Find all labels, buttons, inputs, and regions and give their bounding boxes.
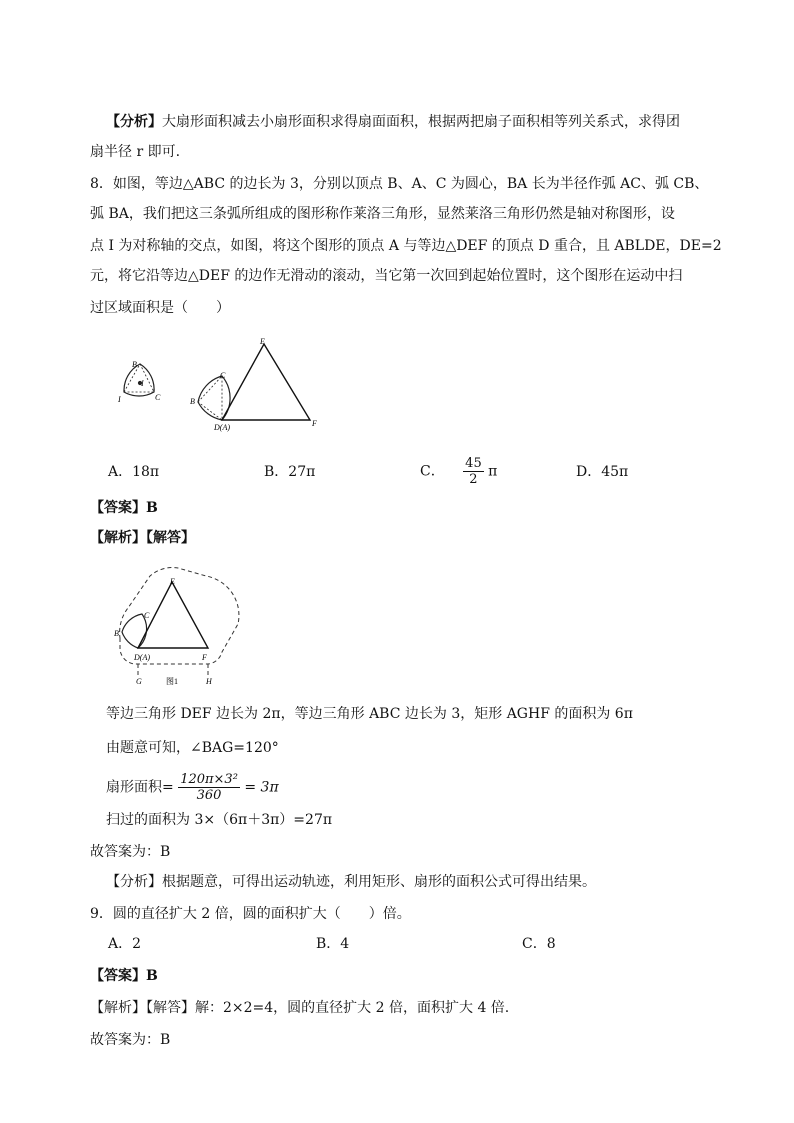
q8-solution-line1: 等边三角形 DEF 边长为 2π，等边三角形 ABC 边长为 3，矩形 AGHF 的面积为 6π xyxy=(106,706,633,722)
q7-analysis-line2: 扇半径 r 即可. xyxy=(90,144,181,160)
q8-stem-line3: 点 I 为对称轴的交点，如图，将这个图形的顶点 A 与等边△DEF 的顶点 D 重合，且 ABLDE，DE=2 xyxy=(90,238,722,254)
fig2-label-d: D(A) xyxy=(134,653,150,662)
reuleaux-small xyxy=(124,364,154,396)
q9-stem: 9．圆的直径扩大 2 倍，圆的面积扩大（ ）倍。 xyxy=(90,906,411,922)
q8-option-a: A．18π xyxy=(108,464,160,480)
q8-sector-label: 扇形面积= xyxy=(106,779,174,796)
q8-final: 故答案为：B xyxy=(90,844,171,860)
q8-sector-den: 360 xyxy=(196,788,222,803)
fig2-label-g: G xyxy=(136,677,142,686)
q8-option-c-fraction xyxy=(463,456,484,487)
fig2-label-h: H xyxy=(206,677,212,686)
q8-stem-line4: 元，将它沿等边△DEF 的边作无滑动的滚动，当它第一次回到起始位置时，这个图形在运动中扫 xyxy=(90,268,683,284)
q9-option-a: A．2 xyxy=(108,936,142,952)
q8-solution-line4: 扫过的面积为 3×（6π＋3π）=27π xyxy=(106,812,333,828)
fig2-label-e: E xyxy=(170,577,175,586)
fig1-label-a: I xyxy=(118,395,121,404)
fig1-label-e: E xyxy=(260,337,265,346)
fig2-label-b: B xyxy=(114,629,119,638)
fig2-label-c: C xyxy=(144,611,150,620)
q8-sector-fraction xyxy=(178,772,240,803)
q8-option-c xyxy=(420,456,497,487)
q8-solution-figure xyxy=(110,562,250,690)
q7-analysis-tag: 【分析】 xyxy=(106,114,162,130)
q9-option-b: B．4 xyxy=(316,936,350,952)
q8-sector-num: 120π×3² xyxy=(180,772,238,787)
q8-figure xyxy=(110,334,330,434)
q9-answer: 【答案】B xyxy=(90,968,158,984)
q8-option-c-label: C． xyxy=(420,463,445,480)
q8-stem-line5: 过区域面积是（ ） xyxy=(90,300,230,316)
fig1-label-c2: C xyxy=(220,371,226,380)
q8-solution-line2: 由题意可知，∠BAG=120° xyxy=(106,740,279,756)
fig2-label-f: F xyxy=(202,653,207,662)
q8-solution-head: 【解析】【解答】 xyxy=(90,530,195,546)
fig1-label-d: D(A) xyxy=(214,423,230,432)
q8-stem-line1: 8．如图，等边△ABC 的边长为 3，分别以顶点 B、A、C 为圆心，BA 长为半径作弧 AC、弧 CB、 xyxy=(90,176,709,192)
reuleaux-solution xyxy=(122,614,147,648)
q8-sector-result: = 3π xyxy=(244,779,279,796)
fig1-label-b: B xyxy=(132,360,137,369)
q9-solution: 【解析】【解答】解：2×2=4，圆的直径扩大 2 倍，面积扩大 4 倍. xyxy=(90,1000,510,1016)
q8-stem-line2: 弧 BA，我们把这三条弧所组成的图形称作莱洛三角形，显然莱洛三角形仍然是轴对称图形，设 xyxy=(90,206,675,222)
q8-option-d: D．45π xyxy=(576,464,629,480)
triangle-def xyxy=(222,344,310,420)
q8-option-b: B．27π xyxy=(264,464,316,480)
fig1-label-f: F xyxy=(312,419,317,428)
q7-analysis-text: 大扇形面积减去小扇形面积求得扇面面积，根据两把扇子面积相等列关系式，求得团 xyxy=(162,114,680,130)
fig1-label-b2: B xyxy=(190,397,195,406)
q8-analysis: 【分析】根据题意，可得出运动轨迹，利用矩形、扇形的面积公式可得出结果。 xyxy=(106,874,596,890)
q8-solution-line3 xyxy=(106,772,279,803)
q7-analysis-line1 xyxy=(106,112,680,132)
q9-option-c: C．8 xyxy=(522,936,556,952)
q9-final: 故答案为：B xyxy=(90,1032,171,1048)
q8-option-c-num: 45 xyxy=(465,456,482,471)
fig1-label-i: I xyxy=(141,379,144,388)
fig2-caption: 图1 xyxy=(166,677,178,686)
q8-answer: 【答案】B xyxy=(90,500,158,516)
q8-option-c-den: 2 xyxy=(469,472,478,487)
fig1-label-c: C xyxy=(155,393,161,402)
q8-option-c-pi: π xyxy=(488,463,498,480)
